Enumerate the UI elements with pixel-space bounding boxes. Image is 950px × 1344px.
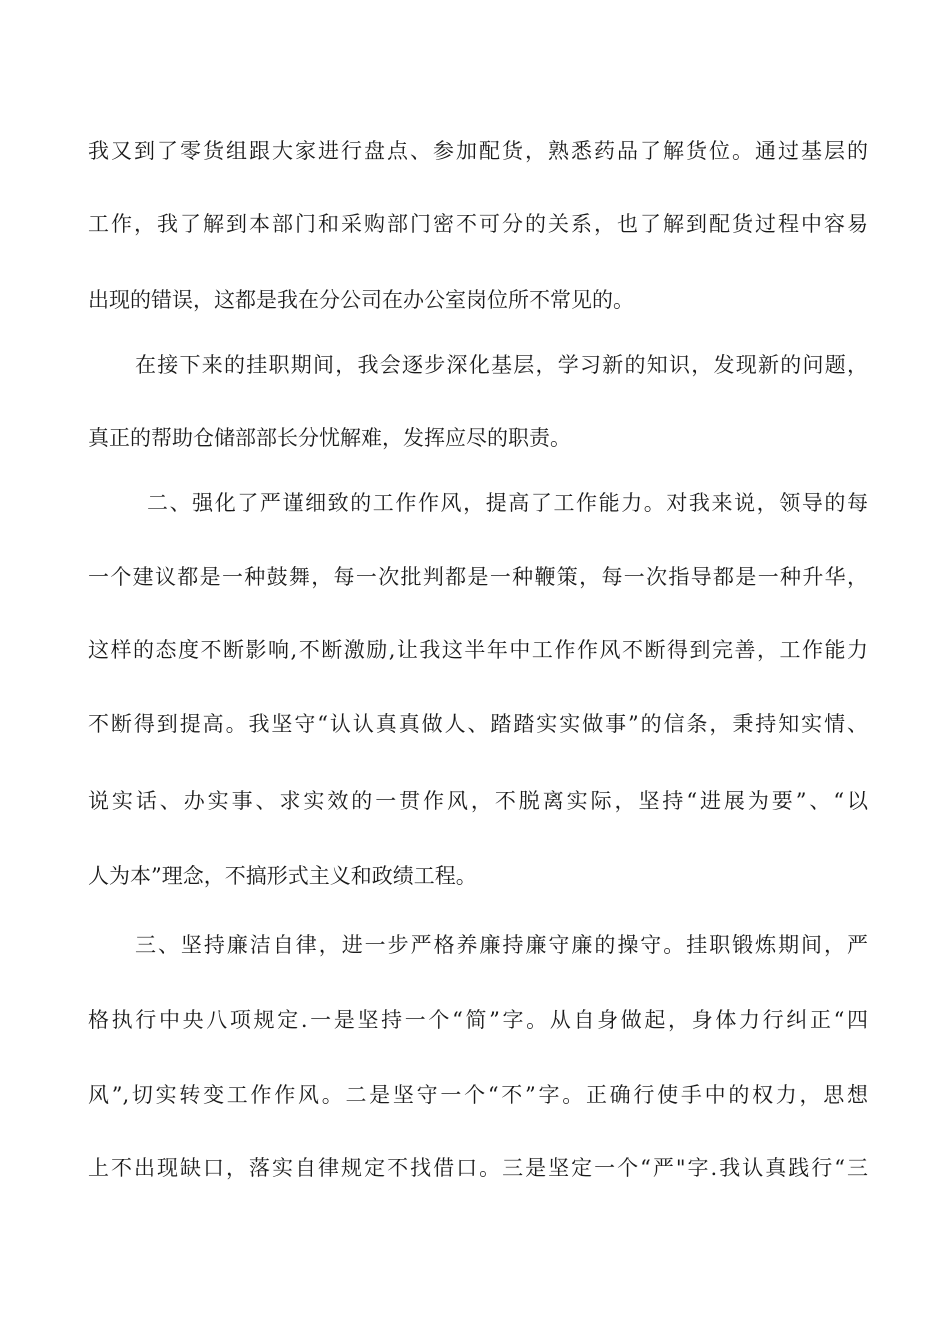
text-line-10: 说实话、办实事、求实效的一贯作风，不脱离实际，坚持“进展为要”、“以: [88, 789, 868, 813]
text-line-6: 二、强化了严谨细致的工作作风，提高了工作能力。对我来说，领导的每: [147, 491, 868, 515]
text-line-1: 我又到了零货组跟大家进行盘点、参加配货，熟悉药品了解货位。通过基层的: [88, 139, 868, 163]
text-line-4: 在接下来的挂职期间，我会逐步深化基层，学习新的知识，发现新的问题，: [135, 353, 868, 377]
text-line-2: 工作，我了解到本部门和采购部门密不可分的关系，也了解到配货过程中容易: [88, 212, 868, 236]
text-line-11: 人为本”理念，不搞形式主义和政绩工程。: [88, 864, 477, 888]
text-line-12: 三、坚持廉洁自律，进一步严格养廉持廉守廉的操守。挂职锻炼期间，严: [135, 933, 868, 957]
text-line-8: 这样的态度不断影响,不断激励,让我这半年中工作作风不断得到完善，工作能力: [88, 638, 868, 662]
text-line-5: 真正的帮助仓储部部长分忧解难，发挥应尽的职责。: [88, 426, 571, 450]
text-line-15: 上不出现缺口，落实自律规定不找借口。三是坚定一个“严"字.我认真践行“三: [88, 1156, 868, 1180]
text-line-13: 格执行中央八项规定.一是坚持一个“简”字。从自身做起，身体力行纠正“四: [88, 1008, 868, 1032]
text-line-7: 一个建议都是一种鼓舞，每一次批判都是一种鞭策，每一次指导都是一种升华，: [88, 565, 868, 589]
text-line-3: 出现的错误，这都是我在分公司在办公室岗位所不常见的。: [88, 288, 634, 312]
text-line-9: 不断得到提高。我坚守“认认真真做人、踏踏实实做事”的信条，秉持知实情、: [88, 712, 868, 736]
text-line-14: 风”,切实转变工作作风。二是坚守一个“不”字。正确行使手中的权力，思想: [88, 1083, 868, 1107]
